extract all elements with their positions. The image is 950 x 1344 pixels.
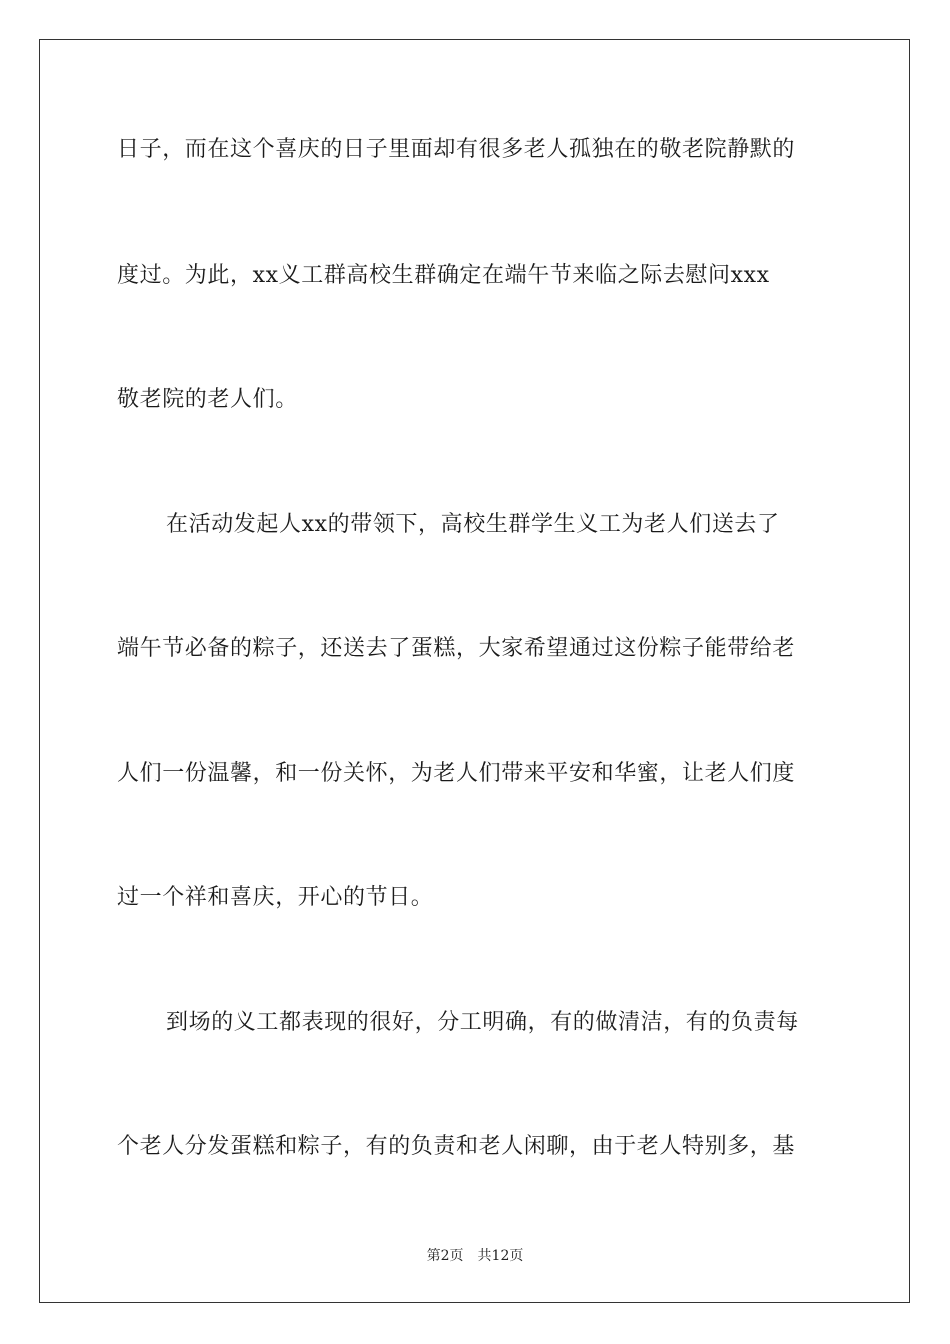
paragraph-first-line: 到场的义工都表现的很好，分工明确，有的做清洁，有的负责每 — [166, 1010, 799, 1035]
page-number: 第2页 — [426, 1248, 464, 1264]
body-text-line: 人们一份温馨，和一份关怀，为老人们带来平安和华蜜，让老人们度 — [117, 761, 796, 786]
body-text-line: 个老人分发蛋糕和粽子，有的负责和老人闲聊，由于老人特别多，基 — [117, 1134, 796, 1159]
page-border — [39, 39, 910, 1303]
body-text-line: 日子，而在这个喜庆的日子里面却有很多老人孤独在的敬老院静默的 — [117, 137, 796, 162]
body-text-line: 敬老院的老人们。 — [117, 387, 298, 412]
page-total: 共12页 — [477, 1248, 524, 1264]
body-text-line: 度过。为此，xx义工群高校生群确定在端午节来临之际去慰问xxx — [117, 263, 770, 288]
body-text-line: 端午节必备的粽子，还送去了蛋糕，大家希望通过这份粽子能带给老 — [117, 636, 796, 661]
page-footer — [0, 1247, 950, 1265]
body-text-line: 过一个祥和喜庆，开心的节日。 — [117, 885, 434, 910]
paragraph-first-line: 在活动发起人xx的带领下，高校生群学生义工为老人们送去了 — [166, 512, 780, 537]
